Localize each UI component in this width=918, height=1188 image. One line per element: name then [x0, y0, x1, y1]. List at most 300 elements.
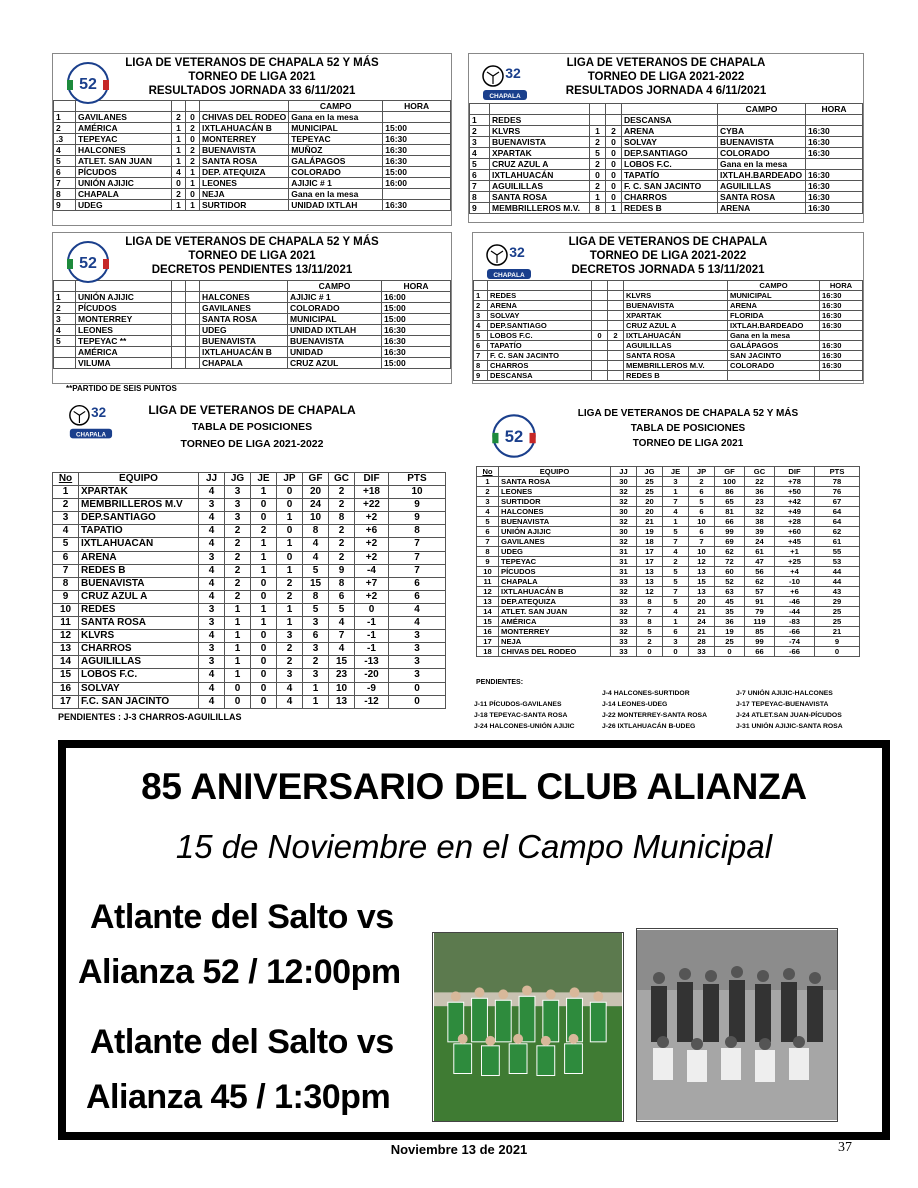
table-cell: COLORADO — [288, 303, 382, 314]
table-cell: 1 — [186, 200, 200, 211]
table-cell: 6 — [477, 527, 499, 537]
table-cell: 25 — [715, 637, 745, 647]
table-cell: BUENAVISTA — [200, 145, 289, 156]
table-row — [477, 517, 860, 527]
promo-match-2-time: Alianza 45 / 1:30pm — [86, 1078, 391, 1116]
table-cell — [186, 336, 200, 347]
table-cell: 2 — [470, 126, 490, 137]
table-cell: 15 — [689, 577, 715, 587]
table-cell: UNIDAD — [288, 347, 382, 358]
table-cell: 32 — [611, 627, 637, 637]
table-cell: CRUZ AZUL A — [79, 590, 199, 603]
anniversary-promo — [58, 740, 890, 1140]
table-cell: +78 — [775, 477, 815, 487]
table-row — [477, 607, 860, 617]
table-cell: AMÉRICA — [76, 123, 172, 134]
table-cell: 38 — [745, 517, 775, 527]
table-row — [54, 178, 451, 189]
pending-match: J-14 LEONES-UDEG — [602, 701, 668, 708]
table-cell: REDES B — [79, 564, 199, 577]
table-cell — [172, 347, 186, 358]
table-cell: 8 — [53, 577, 79, 590]
table-cell: 1 — [186, 178, 200, 189]
table-cell: 13 — [477, 597, 499, 607]
table-cell — [383, 112, 451, 123]
table-cell: IXTLAHUACÁN B — [200, 347, 288, 358]
column-header: JG — [225, 473, 251, 486]
table-cell: 64 — [815, 507, 860, 517]
table-cell: 5 — [663, 527, 689, 537]
table-row — [474, 371, 863, 381]
standings-2122-pending: PENDIENTES : J-3 CHARROS-AGUILILLAS — [58, 712, 242, 722]
column-header: PTS — [815, 467, 860, 477]
table-cell: PÍCUDOS — [499, 567, 611, 577]
table-row — [53, 551, 446, 564]
table-row — [474, 331, 863, 341]
table-cell: +42 — [775, 497, 815, 507]
table-cell: 2 — [329, 499, 355, 512]
table-cell: GAVILANES — [200, 303, 288, 314]
table-row — [477, 637, 860, 647]
table-cell: 16:00 — [382, 292, 451, 303]
decrees-j5-table — [473, 280, 863, 381]
table-cell: IXTLAH.BARDEADO — [728, 321, 820, 331]
table-cell: +6 — [355, 525, 389, 538]
table-cell: 36 — [745, 487, 775, 497]
table-cell: 66 — [715, 517, 745, 527]
table-cell: 29 — [815, 597, 860, 607]
table-cell: 4 — [663, 547, 689, 557]
svg-text:52: 52 — [79, 255, 97, 272]
table-cell: 22 — [745, 477, 775, 487]
table-cell: 20 — [637, 497, 663, 507]
results-j33-table — [53, 100, 451, 211]
table-row — [474, 361, 863, 371]
table-cell: 1 — [277, 564, 303, 577]
table-cell: 1 — [277, 512, 303, 525]
footer-date: Noviembre 13 de 2021 — [390, 1142, 528, 1157]
table-cell: .3 — [54, 134, 76, 145]
col-hora: HORA — [382, 281, 451, 292]
table-row — [54, 292, 451, 303]
svg-text:52: 52 — [504, 427, 524, 447]
table-cell — [608, 321, 624, 331]
table-cell: 4 — [329, 643, 355, 656]
table-cell: 7 — [389, 538, 446, 551]
table-cell: 5 — [470, 159, 490, 170]
table-cell: 32 — [611, 487, 637, 497]
table-cell: 2 — [172, 112, 186, 123]
table-cell: 6 — [54, 167, 76, 178]
table-cell: 15:00 — [382, 358, 451, 369]
table-cell: SANTA ROSA — [200, 156, 289, 167]
standings-2122-section — [52, 396, 452, 726]
column-header: No — [477, 467, 499, 477]
table-cell: 5 — [590, 148, 606, 159]
table-row — [474, 311, 863, 321]
table-cell: 63 — [715, 587, 745, 597]
table-cell: 16:30 — [820, 301, 863, 311]
table-cell: LOBOS F.C. — [622, 159, 718, 170]
table-row — [470, 170, 863, 181]
table-cell: 3 — [225, 512, 251, 525]
table-cell — [806, 115, 863, 126]
table-cell: -20 — [355, 669, 389, 682]
table-cell: TAPATÍO — [488, 341, 592, 351]
table-cell: 17 — [477, 637, 499, 647]
table-cell: 4 — [389, 617, 446, 630]
table-cell: 21 — [815, 627, 860, 637]
table-cell: 66 — [745, 647, 775, 657]
table-cell: 0 — [251, 656, 277, 669]
table-cell — [608, 361, 624, 371]
table-cell: AMÉRICA — [76, 347, 172, 358]
six-points-note: **PARTIDO DE SEIS PUNTOS — [66, 384, 177, 393]
table-cell: SURTIDOR — [200, 200, 289, 211]
table-row — [53, 525, 446, 538]
table-cell: 25 — [815, 607, 860, 617]
table-cell: -83 — [775, 617, 815, 627]
table-cell: 0 — [186, 134, 200, 145]
table-cell: 10 — [477, 567, 499, 577]
table-cell: 4 — [199, 538, 225, 551]
table-row — [477, 617, 860, 627]
table-cell: 2 — [590, 159, 606, 170]
table-cell: 11 — [53, 617, 79, 630]
table-cell: UNIÓN AJIJIC — [76, 178, 172, 189]
promo-match-2-teams: Atlante del Salto vs — [90, 1023, 394, 1061]
standings-2122-subtitle: TABLA DE POSICIONES — [191, 421, 313, 433]
table-cell: 16:30 — [820, 311, 863, 321]
table-row — [54, 112, 451, 123]
table-cell — [186, 347, 200, 358]
column-header: DIF — [355, 473, 389, 486]
table-cell: F.C. SAN JACINTO — [79, 695, 199, 708]
table-cell: +7 — [355, 577, 389, 590]
table-cell: CRUZ AZUL — [288, 358, 382, 369]
table-cell: UNIDAD IXTLAH — [289, 200, 383, 211]
table-cell: 2 — [329, 538, 355, 551]
table-row — [53, 682, 446, 695]
table-cell: -1 — [355, 617, 389, 630]
table-cell: 4 — [53, 525, 79, 538]
table-cell: REDES B — [624, 371, 728, 381]
results-j4-subtitle: TORNEO DE LIGA 2021-2022 — [587, 71, 745, 83]
table-cell: ARENA — [728, 301, 820, 311]
table-cell: LEONES — [76, 325, 172, 336]
table-cell: 1 — [225, 669, 251, 682]
table-cell: MONTERREY — [76, 314, 172, 325]
table-cell: REDES — [488, 291, 592, 301]
standings-2021-header — [510, 406, 866, 451]
table-cell: 10 — [389, 486, 446, 499]
table-cell: 10 — [53, 603, 79, 616]
table-cell: 13 — [689, 567, 715, 577]
table-cell: 6 — [53, 551, 79, 564]
table-cell: -46 — [775, 597, 815, 607]
table-cell: 17 — [637, 557, 663, 567]
table-cell: Gana en la mesa — [289, 112, 383, 123]
table-cell: 1 — [172, 200, 186, 211]
table-cell: Gana en la mesa — [718, 159, 806, 170]
standings-2122-table — [52, 472, 446, 709]
pending-row — [470, 710, 866, 721]
table-cell: SOLVAY — [622, 137, 718, 148]
standings-2122-tournament: TORNEO DE LIGA 2021-2022 — [180, 438, 324, 450]
results-j33-title: LIGA DE VETERANOS DE CHAPALA 52 Y MÁS — [125, 57, 379, 69]
table-cell: 8 — [303, 590, 329, 603]
table-row — [477, 477, 860, 487]
table-cell: 31 — [611, 567, 637, 577]
results-j4-header — [469, 54, 863, 98]
table-cell: 16 — [53, 682, 79, 695]
table-cell: 44 — [815, 567, 860, 577]
table-cell: 35 — [715, 607, 745, 617]
table-cell: 2 — [303, 656, 329, 669]
table-cell: 16:30 — [820, 321, 863, 331]
table-cell: 4 — [54, 325, 76, 336]
table-cell — [54, 347, 76, 358]
table-cell: 2 — [277, 590, 303, 603]
table-cell: CHAPALA — [200, 358, 288, 369]
table-cell: 2 — [186, 123, 200, 134]
table-cell: 8 — [474, 361, 488, 371]
table-cell: 10 — [689, 547, 715, 557]
table-cell: MONTERREY — [499, 627, 611, 637]
table-cell: 4 — [199, 590, 225, 603]
table-row — [474, 301, 863, 311]
table-cell: -10 — [775, 577, 815, 587]
table-cell: 0 — [606, 148, 622, 159]
table-cell: SANTA ROSA — [200, 314, 288, 325]
pending-match: J-24 ATLET.SAN JUAN-PÍCUDOS — [736, 712, 842, 719]
table-row — [470, 126, 863, 137]
table-cell: 32 — [611, 517, 637, 527]
table-cell: 1 — [663, 487, 689, 497]
table-cell: 7 — [54, 178, 76, 189]
table-cell: 0 — [251, 590, 277, 603]
table-cell: 2 — [663, 557, 689, 567]
pending-row — [470, 721, 866, 732]
table-cell: 3 — [199, 643, 225, 656]
table-cell: 0 — [251, 512, 277, 525]
column-header: GF — [303, 473, 329, 486]
table-cell: 5 — [663, 567, 689, 577]
table-cell: BUENAVISTA — [288, 336, 382, 347]
table-cell: 0 — [663, 647, 689, 657]
table-cell: TEPEYAC ** — [76, 336, 172, 347]
table-row — [477, 597, 860, 607]
standings-2021-tournament: TORNEO DE LIGA 2021 — [632, 438, 744, 449]
table-cell — [608, 291, 624, 301]
table-cell: 16:30 — [806, 181, 863, 192]
table-cell: +2 — [355, 551, 389, 564]
table-cell: 2 — [474, 301, 488, 311]
table-cell: UDEG — [200, 325, 288, 336]
table-cell: 44 — [815, 577, 860, 587]
table-cell: MEMBRILLEROS M.V. — [624, 361, 728, 371]
table-cell: 12 — [689, 557, 715, 567]
svg-text:32: 32 — [509, 244, 525, 260]
table-cell: PÍCUDOS — [76, 303, 172, 314]
table-cell: 6 — [663, 627, 689, 637]
standings-2021-subtitle: TABLA DE POSICIONES — [630, 423, 746, 434]
table-cell: 8 — [637, 597, 663, 607]
table-cell: 1 — [590, 126, 606, 137]
table-cell — [172, 358, 186, 369]
table-cell: 5 — [689, 497, 715, 507]
table-cell: 7 — [329, 630, 355, 643]
table-cell: 2 — [608, 331, 624, 341]
table-cell: 0 — [186, 189, 200, 200]
table-cell — [592, 291, 608, 301]
table-row — [54, 358, 451, 369]
table-row — [54, 325, 451, 336]
table-cell — [186, 314, 200, 325]
svg-text:CHAPALA: CHAPALA — [75, 431, 106, 439]
standings-2021-table — [476, 466, 860, 657]
table-row — [470, 137, 863, 148]
table-cell: 16:30 — [383, 156, 451, 167]
table-cell: 1 — [172, 145, 186, 156]
table-cell: 5 — [54, 336, 76, 347]
table-cell — [592, 371, 608, 381]
results-j4-panel — [468, 53, 864, 223]
table-cell: 119 — [745, 617, 775, 627]
standings-2021-title: LIGA DE VETERANOS DE CHAPALA 52 Y MÁS — [577, 408, 799, 419]
table-cell: SANTA ROSA — [499, 477, 611, 487]
table-cell: CHARROS — [79, 643, 199, 656]
table-cell: 0 — [251, 499, 277, 512]
col-hora: HORA — [806, 104, 863, 115]
table-cell: 76 — [815, 487, 860, 497]
table-cell: AGUILILLAS — [79, 656, 199, 669]
table-cell: 2 — [54, 123, 76, 134]
table-row — [54, 347, 451, 358]
table-cell: DESCANSA — [622, 115, 718, 126]
table-cell: BUENAVISTA — [79, 577, 199, 590]
table-row — [477, 627, 860, 637]
table-cell: CHIVAS DEL RODEO — [499, 647, 611, 657]
table-cell — [592, 341, 608, 351]
table-cell: SURTIDOR — [499, 497, 611, 507]
table-cell: 36 — [715, 617, 745, 627]
results-j33-subtitle: TORNEO DE LIGA 2021 — [188, 71, 316, 83]
pending-match: J-17 TEPEYAC-BUENAVISTA — [736, 701, 829, 708]
table-cell: 20 — [637, 507, 663, 517]
table-cell: 32 — [745, 507, 775, 517]
promo-match-1-teams: Atlante del Salto vs — [90, 898, 394, 936]
table-cell: 21 — [637, 517, 663, 527]
table-cell: 3 — [225, 499, 251, 512]
table-cell — [608, 301, 624, 311]
table-cell: 0 — [355, 603, 389, 616]
table-cell: 0 — [277, 551, 303, 564]
table-cell: -1 — [355, 630, 389, 643]
table-cell: 14 — [53, 656, 79, 669]
table-cell: 15:00 — [383, 167, 451, 178]
table-cell: 16:30 — [820, 291, 863, 301]
table-cell: 1 — [251, 486, 277, 499]
table-cell — [590, 115, 606, 126]
table-cell: 1 — [251, 617, 277, 630]
table-cell: -9 — [355, 682, 389, 695]
table-cell: 0 — [637, 647, 663, 657]
table-row — [477, 567, 860, 577]
table-cell: 4 — [663, 507, 689, 517]
table-cell: 2 — [329, 525, 355, 538]
table-cell: 69 — [715, 537, 745, 547]
table-cell: 43 — [815, 587, 860, 597]
table-cell: 18 — [477, 647, 499, 657]
table-cell: +25 — [775, 557, 815, 567]
table-cell — [383, 189, 451, 200]
table-cell: 16:30 — [806, 148, 863, 159]
table-cell: 1 — [477, 477, 499, 487]
table-cell: 0 — [606, 170, 622, 181]
table-cell: 0 — [815, 647, 860, 657]
table-cell: 99 — [715, 527, 745, 537]
table-cell: Gana en la mesa — [289, 189, 383, 200]
svg-text:32: 32 — [91, 405, 107, 421]
table-cell: 24 — [303, 499, 329, 512]
table-cell: 5 — [663, 597, 689, 607]
table-cell: CYBA — [718, 126, 806, 137]
team-photo-color — [432, 932, 624, 1122]
table-cell: ATLET. SAN JUAN — [76, 156, 172, 167]
table-cell: SANTA ROSA — [718, 192, 806, 203]
table-cell: 7 — [637, 607, 663, 617]
table-cell: 3 — [53, 512, 79, 525]
table-cell: 1 — [225, 643, 251, 656]
table-cell: VILUMA — [76, 358, 172, 369]
table-cell: +2 — [355, 538, 389, 551]
table-cell: 4 — [470, 148, 490, 159]
table-cell: 3 — [54, 314, 76, 325]
table-cell: 0 — [592, 331, 608, 341]
table-cell: UDEG — [76, 200, 172, 211]
table-cell: SANTA ROSA — [79, 617, 199, 630]
table-cell: 61 — [815, 537, 860, 547]
table-cell: 15:00 — [382, 314, 451, 325]
table-cell: 1 — [54, 112, 76, 123]
table-cell: COLORADO — [289, 167, 383, 178]
table-cell: IXTLAH.BARDEADO — [718, 170, 806, 181]
table-cell: 1 — [186, 167, 200, 178]
table-cell: 2 — [329, 551, 355, 564]
table-cell: F. C. SAN JACINTO — [488, 351, 592, 361]
table-row — [54, 167, 451, 178]
table-cell: 5 — [474, 331, 488, 341]
table-cell: 3 — [277, 669, 303, 682]
table-cell: -66 — [775, 627, 815, 637]
table-cell: AGUILILLAS — [718, 181, 806, 192]
table-row — [470, 148, 863, 159]
table-cell: 21 — [689, 627, 715, 637]
table-cell: 1 — [172, 134, 186, 145]
table-cell: MUNICIPAL — [728, 291, 820, 301]
table-cell — [172, 314, 186, 325]
table-cell: +50 — [775, 487, 815, 497]
table-cell: 60 — [715, 567, 745, 577]
table-cell: IXTLAHUACÁN — [490, 170, 590, 181]
table-cell: 3 — [474, 311, 488, 321]
table-cell: 7 — [389, 551, 446, 564]
table-row — [54, 303, 451, 314]
table-row — [470, 192, 863, 203]
table-cell: KLVRS — [490, 126, 590, 137]
table-cell: 18 — [637, 537, 663, 547]
